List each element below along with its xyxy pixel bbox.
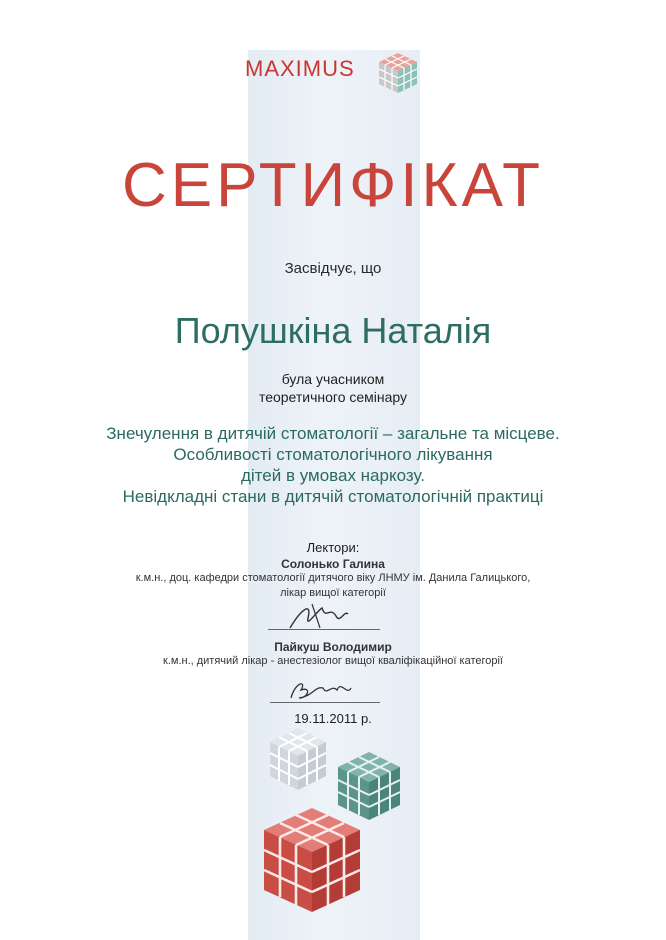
lecturer-1-desc-line-2: лікар вищої категорії — [280, 587, 386, 599]
teal-cube-icon — [338, 752, 400, 820]
topic-line-4: Невідкладні стани в дитячій стоматологічній практиці — [122, 487, 544, 506]
lecturer-1-name: Солонько Галина — [281, 557, 385, 571]
logo-text: MAXIMUS — [245, 56, 355, 81]
lecturer-1-desc-line-1: к.м.н., доц. кафедри стоматології дитячого віку ЛНМУ ім. Данила Галицького, — [135, 572, 531, 584]
grey-cube-icon — [270, 728, 326, 790]
certificate-date: 19.11.2011 р. — [294, 711, 372, 726]
lecturer-2-desc: к.м.н., дитячий лікар - анестезіолог вищої кваліфікаційної категорії — [163, 655, 503, 667]
participant-line-2: теоретичного семінару — [258, 389, 408, 405]
topic-line-2: Особливості стоматологічного лікування — [173, 445, 493, 464]
lecturers-label: Лектори: — [306, 540, 360, 555]
red-cube-icon — [264, 808, 360, 912]
certificate-title: СЕРТИФІКАТ — [122, 151, 544, 220]
lecturer-2-name: Пайкуш Володимир — [274, 640, 392, 654]
participant-line-1: була учасником — [281, 371, 385, 387]
certifies-text: Засвідчує, що — [284, 260, 382, 277]
recipient-name: Полушкіна Наталія — [174, 310, 492, 351]
topic-line-3: дітей в умовах наркозу. — [240, 466, 425, 485]
topic-line-1: Знечулення в дитячій стоматології – загальне та місцеве. — [106, 424, 560, 443]
